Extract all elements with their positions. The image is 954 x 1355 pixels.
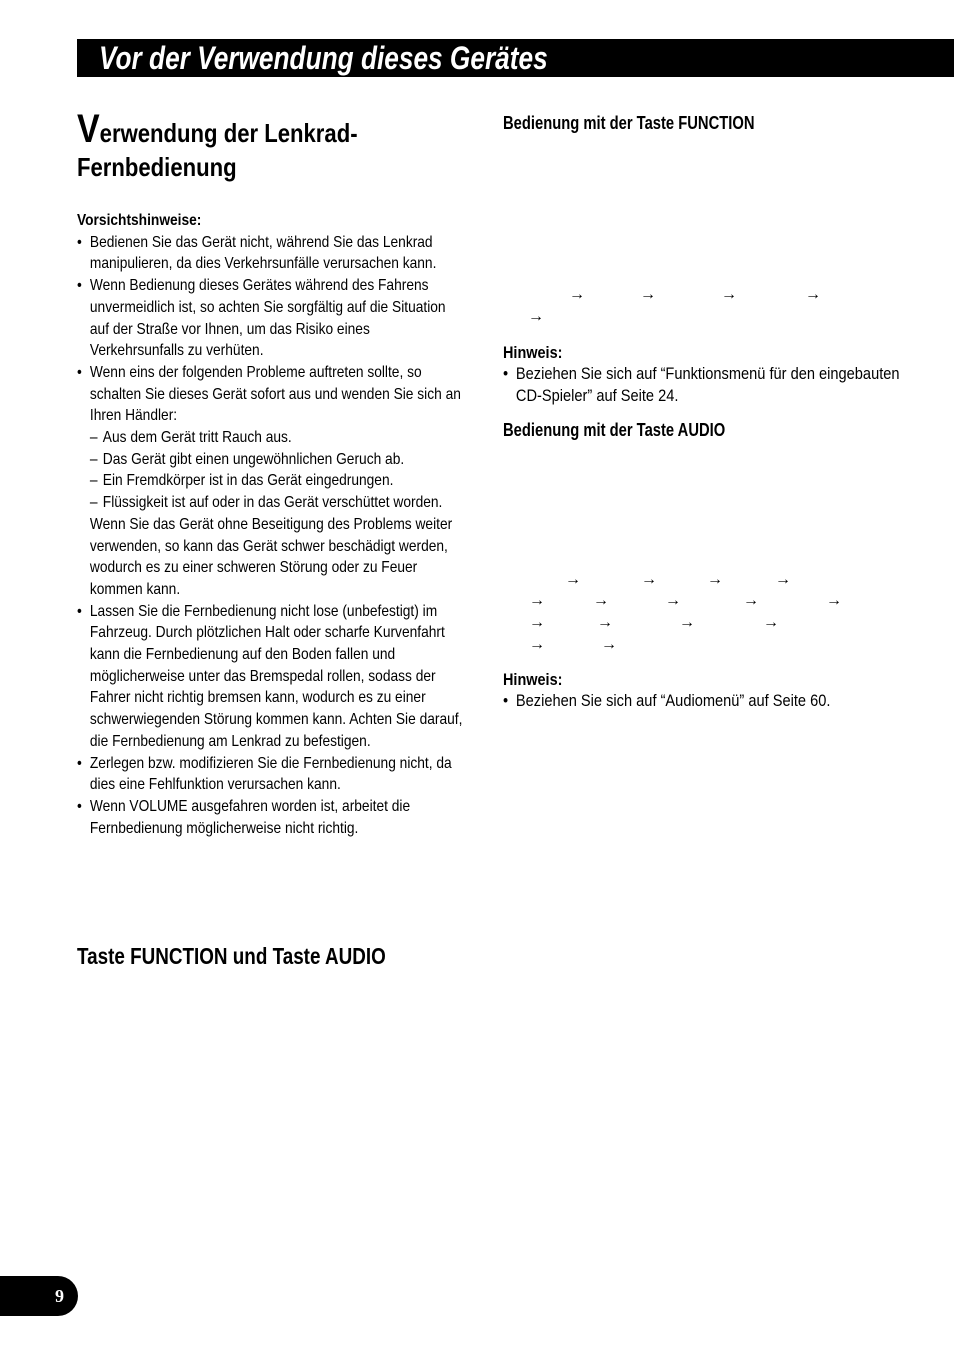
sequence-arrow-icon: → <box>601 636 617 653</box>
sequence-arrow-icon: → <box>775 571 791 588</box>
section-title-line1: erwendung der Lenkrad- <box>99 118 358 148</box>
audio-note <box>503 670 923 712</box>
caution-item: • Lassen Sie die Fernbedienung nicht lose (unbefestigt) im Fahrzeug. Durch plötzlichen Halt oder scharfe Kurvenfahrt kann die Fernbedienung auf den Boden fallen und möglicherweise unter das Bremspedal rollen, sodass der Fahrer nicht richtig bremsen kann, wodurch es zu einer schwerwiegenden Störung kommen kann. Achten Sie darauf, die Fernbedienung am Lenkrad zu befestigen. <box>77 601 464 753</box>
audio-heading: Bedienung mit der Taste AUDIO <box>503 420 726 440</box>
section-title-dropcap: V <box>77 107 100 151</box>
sequence-arrow-icon: → <box>721 286 737 303</box>
page-number: 9 <box>55 1286 64 1306</box>
caution-item: • Wenn Bedienung dieses Gerätes während des Fahrens unvermeidlich ist, so achten Sie sorgfältig auf die Situation auf der Straße vor Ihnen, um das Risiko eines Verkehrsunfalls zu verhüten. <box>77 275 464 362</box>
sequence-arrow-icon: → <box>640 286 656 303</box>
problem-item: – Ein Fremdkörper ist in das Gerät eingedrungen. <box>90 470 464 492</box>
header-bar <box>77 39 954 77</box>
function-heading: Bedienung mit der Taste FUNCTION <box>503 113 755 133</box>
sequence-arrow-icon: → <box>826 592 842 609</box>
sequence-arrow-icon: → <box>565 571 581 588</box>
page-number-tab <box>0 1276 78 1316</box>
caution-item: • Wenn VOLUME ausgefahren worden ist, arbeitet die Fernbedienung möglicherweise nicht richtig. <box>77 796 464 839</box>
caution-item: • Bedienen Sie das Gerät nicht, während Sie das Lenkrad manipulieren, da dies Verkehrsunfälle verursachen kann. <box>77 232 464 275</box>
sequence-arrow-icon: → <box>529 614 545 631</box>
sequence-arrow-icon: → <box>641 571 657 588</box>
section-title <box>77 107 417 184</box>
sequence-arrow-icon: → <box>528 308 544 325</box>
cautions-column <box>77 210 477 839</box>
sequence-arrow-icon: → <box>805 286 821 303</box>
sequence-arrow-icon: → <box>707 571 723 588</box>
subheading-function-audio: Taste FUNCTION und Taste AUDIO <box>77 943 386 969</box>
function-note-label: Hinweis: <box>503 343 563 362</box>
caution-item-problems <box>77 362 464 601</box>
caution-item-intro: • Wenn eins der folgenden Probleme auftreten sollte, so schalten Sie dieses Gerät sofort aus und wenden Sie sich an Ihren Händler: <box>89 363 461 425</box>
sequence-arrow-icon: → <box>743 592 759 609</box>
sequence-arrow-icon: → <box>569 286 585 303</box>
section-title-line2: Fernbedienung <box>77 152 237 182</box>
caution-item-outro: Wenn Sie das Gerät ohne Beseitigung des Problems weiter verwenden, so kann das Gerät schwer beschädigt werden, wodurch es zu einer schweren Störung oder zu Feuer kommen kann. <box>89 515 453 598</box>
sequence-arrow-icon: → <box>665 592 681 609</box>
cautions-label: Vorsichtshinweise: <box>77 212 202 229</box>
sequence-arrow-icon: → <box>529 636 545 653</box>
sequence-arrow-icon: → <box>529 592 545 609</box>
sequence-arrow-icon: → <box>763 614 779 631</box>
function-note-text: • Beziehen Sie sich auf “Funktionsmenü für den eingebauten CD-Spieler” auf Seite 24. <box>503 363 924 407</box>
sequence-arrow-icon: → <box>679 614 695 631</box>
function-section <box>503 113 923 134</box>
problem-item: – Das Gerät gibt einen ungewöhnlichen Geruch ab. <box>90 449 464 471</box>
caution-item: • Zerlegen bzw. modifizieren Sie die Fernbedienung nicht, da dies eine Fehlfunktion verursachen kann. <box>77 753 464 796</box>
problem-item: – Aus dem Gerät tritt Rauch aus. <box>90 427 464 449</box>
audio-note-label: Hinweis: <box>503 670 563 689</box>
audio-section <box>503 420 923 441</box>
audio-note-text: • Beziehen Sie sich auf “Audiomenü” auf Seite 60. <box>503 690 924 712</box>
sequence-arrow-icon: → <box>593 592 609 609</box>
problem-list <box>90 427 464 514</box>
cautions-list <box>77 232 464 840</box>
page-header-title: Vor der Verwendung dieses Gerätes <box>99 40 548 76</box>
problem-item: – Flüssigkeit ist auf oder in das Gerät verschüttet worden. <box>90 492 464 514</box>
sequence-arrow-icon: → <box>597 614 613 631</box>
function-note <box>503 343 923 407</box>
